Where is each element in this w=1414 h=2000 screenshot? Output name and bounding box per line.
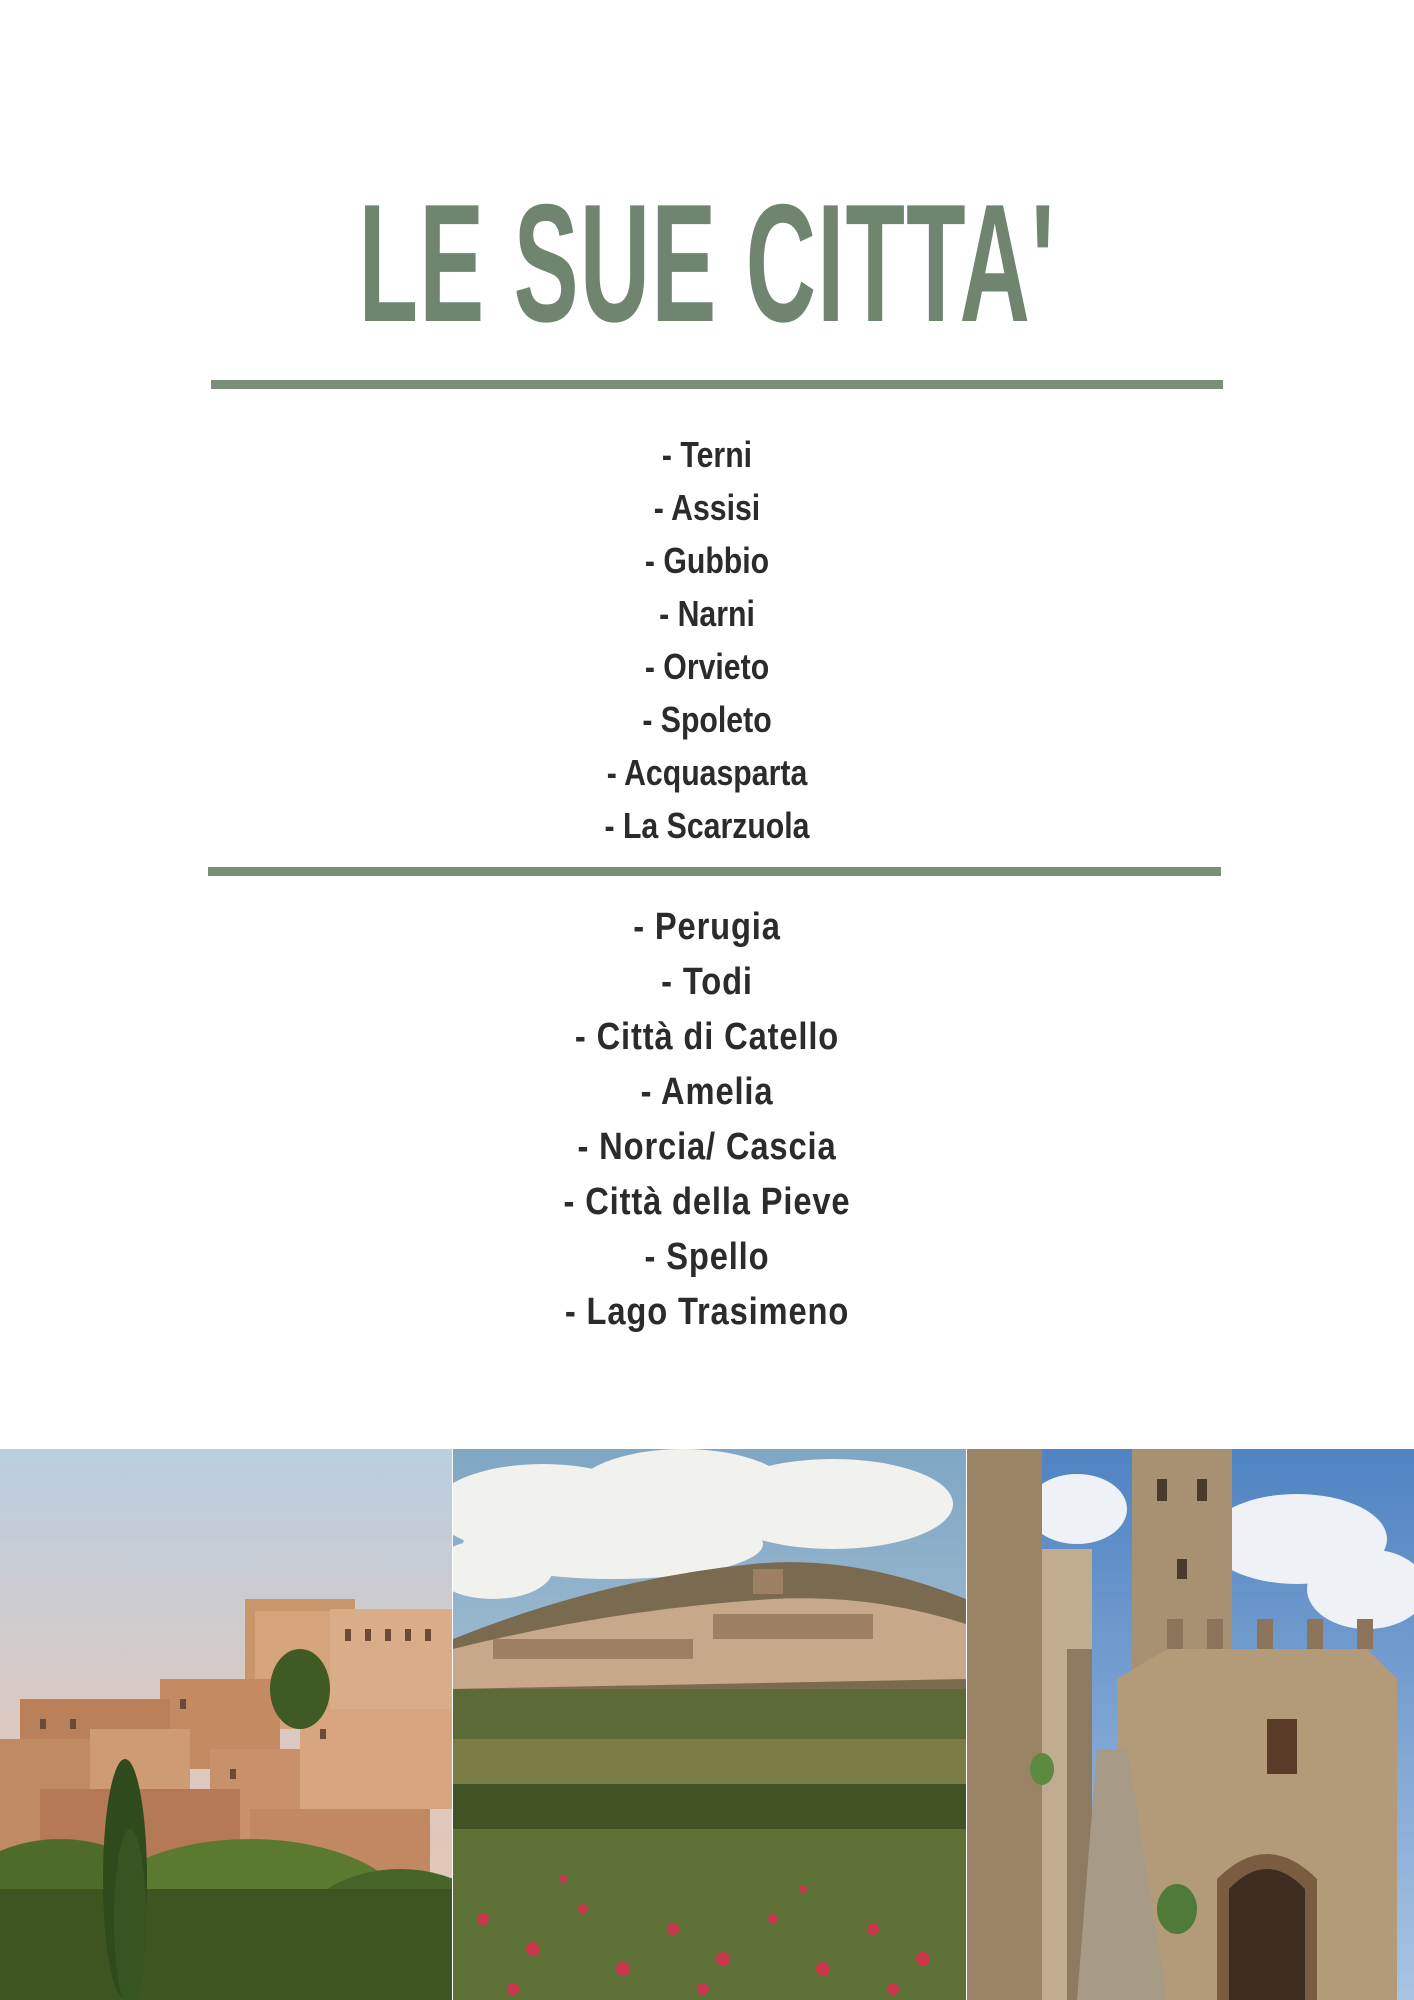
list-item: - Lago Trasimeno (564, 1291, 850, 1333)
list-item: - Norcia/ Cascia (577, 1126, 837, 1168)
list-item: - Acquasparta (606, 752, 808, 793)
hilltop-town-photo (0, 1449, 452, 2000)
city-list-two (0, 900, 1414, 1340)
divider-top (211, 380, 1223, 389)
list-item: - Perugia (633, 906, 781, 948)
list-item: - Amelia (640, 1071, 774, 1113)
list-item: - Todi (661, 961, 753, 1003)
list-item: - Spoleto (642, 699, 772, 740)
list-item: - Orvieto (644, 646, 770, 687)
list-item: - Gubbio (644, 540, 770, 581)
list-item: - Spello (644, 1236, 770, 1278)
medieval-street-photo (967, 1449, 1414, 2000)
divider-middle (208, 867, 1221, 876)
list-item: - Città della Pieve (563, 1181, 851, 1223)
list-item: - Città di Catello (574, 1016, 840, 1058)
assisi-landscape-photo (453, 1449, 966, 2000)
list-item: - Narni (659, 593, 755, 634)
page-title: LE SUE CITTA' (358, 169, 1056, 357)
list-item: - Assisi (653, 487, 761, 528)
city-list-one (0, 428, 1414, 852)
list-item: - Terni (661, 434, 753, 475)
list-item: - La Scarzuola (604, 805, 810, 846)
photo-strip (0, 1449, 1414, 2000)
